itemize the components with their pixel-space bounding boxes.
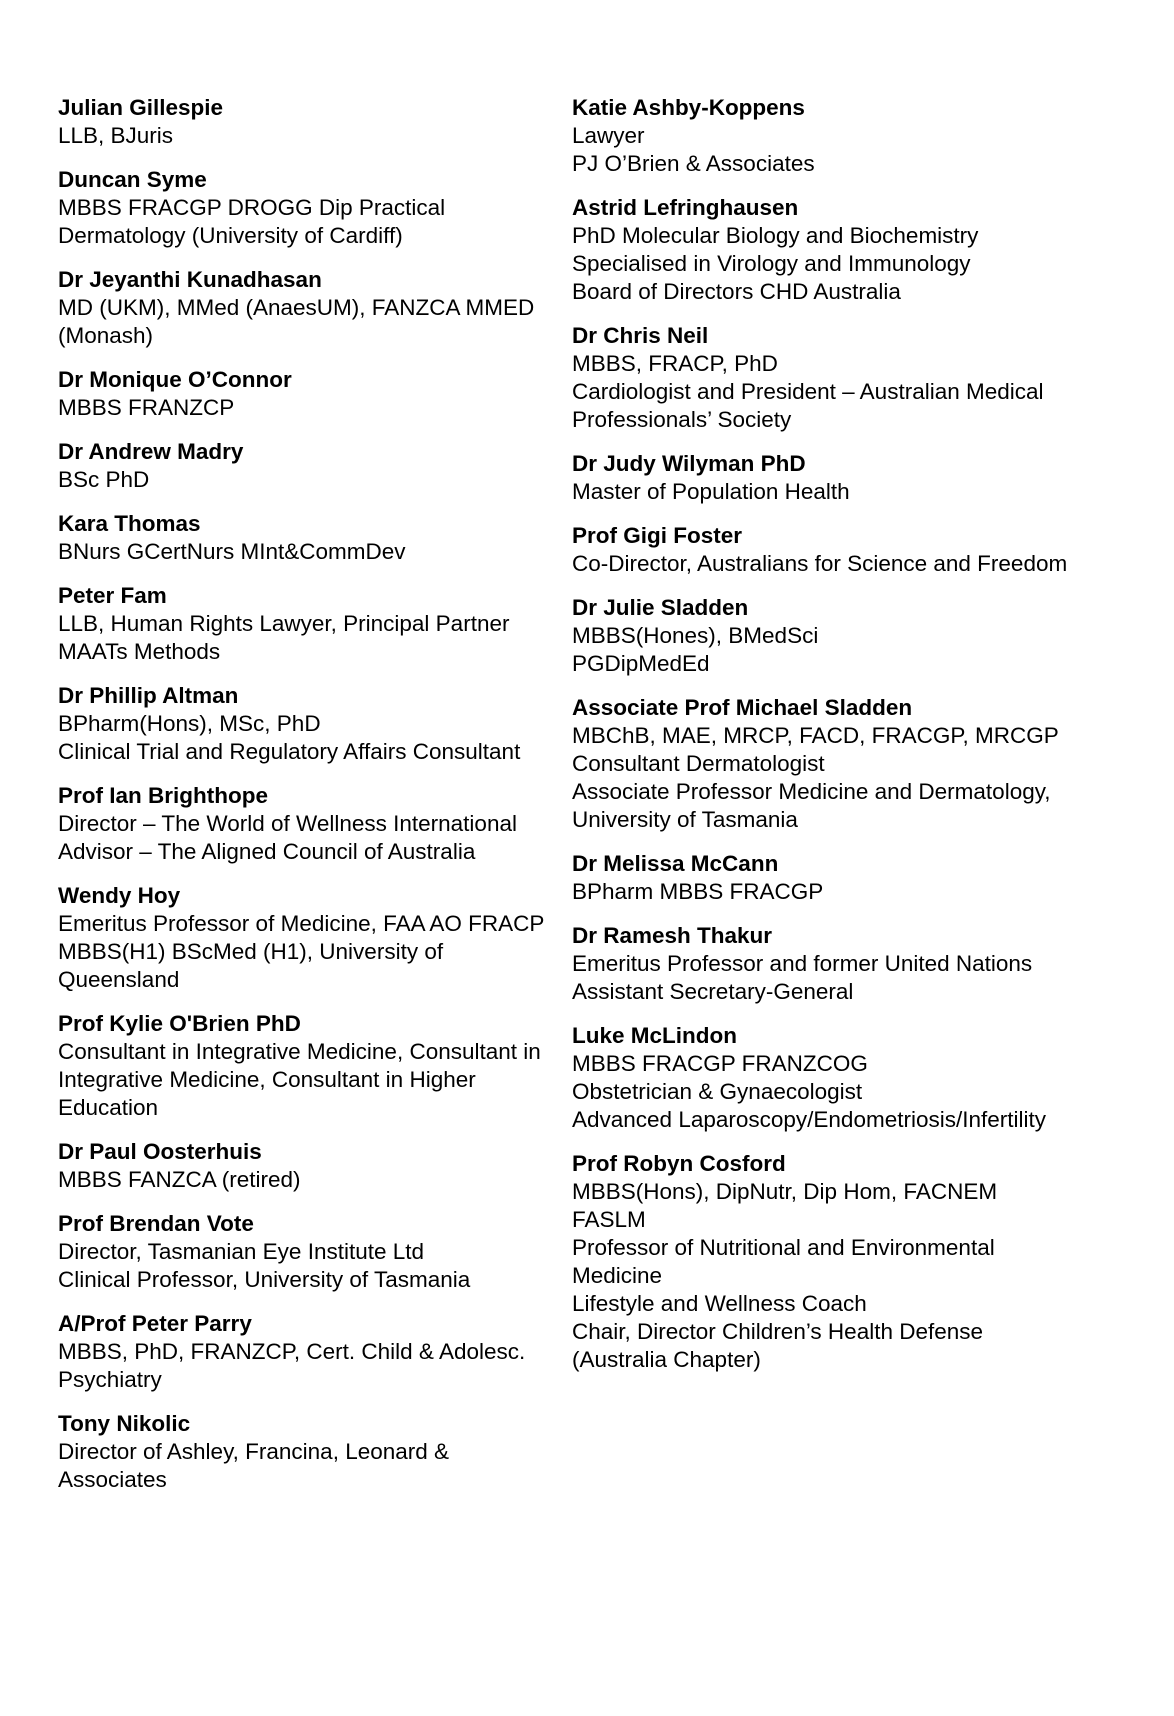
signatory-credential-line: MBBS FRANZCP bbox=[58, 395, 235, 420]
signatory-name: Peter Fam bbox=[58, 583, 167, 608]
signatory-name: Dr Chris Neil bbox=[572, 323, 709, 348]
signatory-credential-line: Co-Director, Australians for Science and Freedom bbox=[572, 551, 1068, 576]
signatory-credential-line: Clinical Trial and Regulatory Affairs Consultant bbox=[58, 739, 521, 764]
signatory-credential-line: University of Tasmania bbox=[572, 807, 798, 832]
signatory-name: Julian Gillespie bbox=[58, 95, 224, 120]
signatory-credential-line: Master of Population Health bbox=[572, 479, 850, 504]
signatory-credential-line: Integrative Medicine, Consultant in Higher bbox=[58, 1067, 476, 1092]
signatory-entry bbox=[58, 1410, 558, 1494]
signatory-credential-line: Lifestyle and Wellness Coach bbox=[572, 1291, 867, 1316]
signatory-credential-line: Cardiologist and President – Australian Medical bbox=[572, 379, 1044, 404]
signatory-entry bbox=[58, 1138, 558, 1194]
signatory-entry bbox=[572, 450, 1112, 506]
signatory-entry bbox=[572, 694, 1112, 834]
signatory-credential-line: MBChB, MAE, MRCP, FACD, FRACGP, MRCGP bbox=[572, 723, 1059, 748]
signatory-name: Dr Ramesh Thakur bbox=[572, 923, 773, 948]
signatory-credential-line: PJ O’Brien & Associates bbox=[572, 151, 815, 176]
signatory-credential-line: Associates bbox=[58, 1467, 167, 1492]
signatory-name: Dr Phillip Altman bbox=[58, 683, 239, 708]
signatory-credential-line: Medicine bbox=[572, 1263, 663, 1288]
signatory-credential-line: Psychiatry bbox=[58, 1367, 162, 1392]
signatory-name: Dr Andrew Madry bbox=[58, 439, 244, 464]
signatory-name: Luke McLindon bbox=[572, 1023, 737, 1048]
signatory-entry bbox=[58, 366, 558, 422]
signatory-entry bbox=[572, 922, 1112, 1006]
signatory-credential-line: Director, Tasmanian Eye Institute Ltd bbox=[58, 1239, 425, 1264]
signatory-name: Dr Julie Sladden bbox=[572, 595, 749, 620]
signatory-entry bbox=[58, 438, 558, 494]
signatory-credential-line: Associate Professor Medicine and Dermatology, bbox=[572, 779, 1051, 804]
signatory-entry bbox=[572, 850, 1112, 906]
signatory-entry bbox=[58, 266, 558, 350]
signatory-credential-line: Advisor – The Aligned Council of Australia bbox=[58, 839, 476, 864]
signatory-name: Prof Kylie O'Brien PhD bbox=[58, 1011, 301, 1036]
signatories-left-column bbox=[58, 94, 558, 1510]
signatory-credential-line: BSc PhD bbox=[58, 467, 150, 492]
signatory-credential-line: BPharm MBBS FRACGP bbox=[572, 879, 824, 904]
signatory-credential-line: MBBS FANZCA (retired) bbox=[58, 1167, 301, 1192]
signatory-name: Associate Prof Michael Sladden bbox=[572, 695, 913, 720]
signatory-entry bbox=[572, 1150, 1112, 1374]
signatory-credential-line: MBBS, PhD, FRANZCP, Cert. Child & Adolesc. bbox=[58, 1339, 526, 1364]
signatory-name: A/Prof Peter Parry bbox=[58, 1311, 252, 1336]
signatory-credential-line: PGDipMedEd bbox=[572, 651, 710, 676]
signatory-credential-line: Director of Ashley, Francina, Leonard & bbox=[58, 1439, 450, 1464]
signatory-credential-line: Education bbox=[58, 1095, 159, 1120]
signatory-entry bbox=[58, 882, 558, 994]
signatory-credential-line: MBBS FRACGP FRANZCOG bbox=[572, 1051, 868, 1076]
signatory-name: Prof Brendan Vote bbox=[58, 1211, 254, 1236]
signatory-entry bbox=[58, 1310, 558, 1394]
signatory-credential-line: MBBS, FRACP, PhD bbox=[572, 351, 778, 376]
signatory-credential-line: Obstetrician & Gynaecologist bbox=[572, 1079, 863, 1104]
signatory-name: Prof Ian Brighthope bbox=[58, 783, 268, 808]
signatory-credential-line: LLB, Human Rights Lawyer, Principal Partner bbox=[58, 611, 510, 636]
signatory-entry bbox=[58, 782, 558, 866]
signatory-credential-line: Professionals’ Society bbox=[572, 407, 792, 432]
signatory-entry bbox=[572, 594, 1112, 678]
signatory-credential-line: (Australia Chapter) bbox=[572, 1347, 761, 1372]
signatory-entry bbox=[58, 166, 558, 250]
signatory-credential-line: Lawyer bbox=[572, 123, 645, 148]
signatory-credential-line: Professor of Nutritional and Environmental bbox=[572, 1235, 995, 1260]
signatory-credential-line: BNurs GCertNurs MInt&CommDev bbox=[58, 539, 406, 564]
signatory-credential-line: BPharm(Hons), MSc, PhD bbox=[58, 711, 321, 736]
signatory-entry bbox=[572, 1022, 1112, 1134]
signatory-name: Dr Judy Wilyman PhD bbox=[572, 451, 806, 476]
signatory-name: Dr Paul Oosterhuis bbox=[58, 1139, 262, 1164]
signatory-credential-line: Emeritus Professor of Medicine, FAA AO FRACP bbox=[58, 911, 545, 936]
signatory-credential-line: LLB, BJuris bbox=[58, 123, 174, 148]
signatory-credential-line: Dermatology (University of Cardiff) bbox=[58, 223, 403, 248]
signatory-credential-line: Consultant in Integrative Medicine, Consultant in bbox=[58, 1039, 541, 1064]
signatory-credential-line: (Monash) bbox=[58, 323, 154, 348]
signatory-entry bbox=[58, 1210, 558, 1294]
signatory-credential-line: Queensland bbox=[58, 967, 180, 992]
signatory-name: Tony Nikolic bbox=[58, 1411, 191, 1436]
signatory-credential-line: Specialised in Virology and Immunology bbox=[572, 251, 971, 276]
signatory-credential-line: MAATs Methods bbox=[58, 639, 221, 664]
signatory-name: Katie Ashby-Koppens bbox=[572, 95, 805, 120]
signatory-name: Dr Melissa McCann bbox=[572, 851, 779, 876]
signatory-name: Prof Robyn Cosford bbox=[572, 1151, 786, 1176]
signatory-credential-line: Chair, Director Children’s Health Defense bbox=[572, 1319, 984, 1344]
signatory-name: Prof Gigi Foster bbox=[572, 523, 743, 548]
signatory-credential-line: MBBS FRACGP DROGG Dip Practical bbox=[58, 195, 446, 220]
signatory-entry bbox=[572, 194, 1112, 306]
signatory-entry bbox=[58, 582, 558, 666]
signatory-credential-line: Consultant Dermatologist bbox=[572, 751, 825, 776]
signatory-credential-line: MBBS(Hones), BMedSci bbox=[572, 623, 819, 648]
signatory-name: Astrid Lefringhausen bbox=[572, 195, 799, 220]
signatory-name: Kara Thomas bbox=[58, 511, 201, 536]
signatory-name: Wendy Hoy bbox=[58, 883, 181, 908]
signatory-credential-line: MBBS(Hons), DipNutr, Dip Hom, FACNEM bbox=[572, 1179, 998, 1204]
signatory-entry bbox=[572, 522, 1112, 578]
signatory-credential-line: MBBS(H1) BScMed (H1), University of bbox=[58, 939, 444, 964]
signatory-name: Dr Jeyanthi Kunadhasan bbox=[58, 267, 322, 292]
signatory-entry bbox=[58, 94, 558, 150]
signatory-entry bbox=[58, 510, 558, 566]
signatory-credential-line: Director – The World of Wellness International bbox=[58, 811, 517, 836]
signatories-right-column bbox=[572, 94, 1112, 1390]
signatory-credential-line: Advanced Laparoscopy/Endometriosis/Infertility bbox=[572, 1107, 1046, 1132]
signatory-credential-line: Assistant Secretary-General bbox=[572, 979, 854, 1004]
signatory-entry bbox=[58, 1010, 558, 1122]
signatory-entry bbox=[572, 322, 1112, 434]
signatory-entry bbox=[58, 682, 558, 766]
signatory-credential-line: PhD Molecular Biology and Biochemistry bbox=[572, 223, 979, 248]
signatory-credential-line: Emeritus Professor and former United Nations bbox=[572, 951, 1033, 976]
signatory-name: Dr Monique O’Connor bbox=[58, 367, 292, 392]
signatory-credential-line: MD (UKM), MMed (AnaesUM), FANZCA MMED bbox=[58, 295, 535, 320]
signatory-credential-line: Clinical Professor, University of Tasmania bbox=[58, 1267, 471, 1292]
signatory-name: Duncan Syme bbox=[58, 167, 207, 192]
signatory-entry bbox=[572, 94, 1112, 178]
signatory-credential-line: FASLM bbox=[572, 1207, 646, 1232]
signatory-credential-line: Board of Directors CHD Australia bbox=[572, 279, 901, 304]
